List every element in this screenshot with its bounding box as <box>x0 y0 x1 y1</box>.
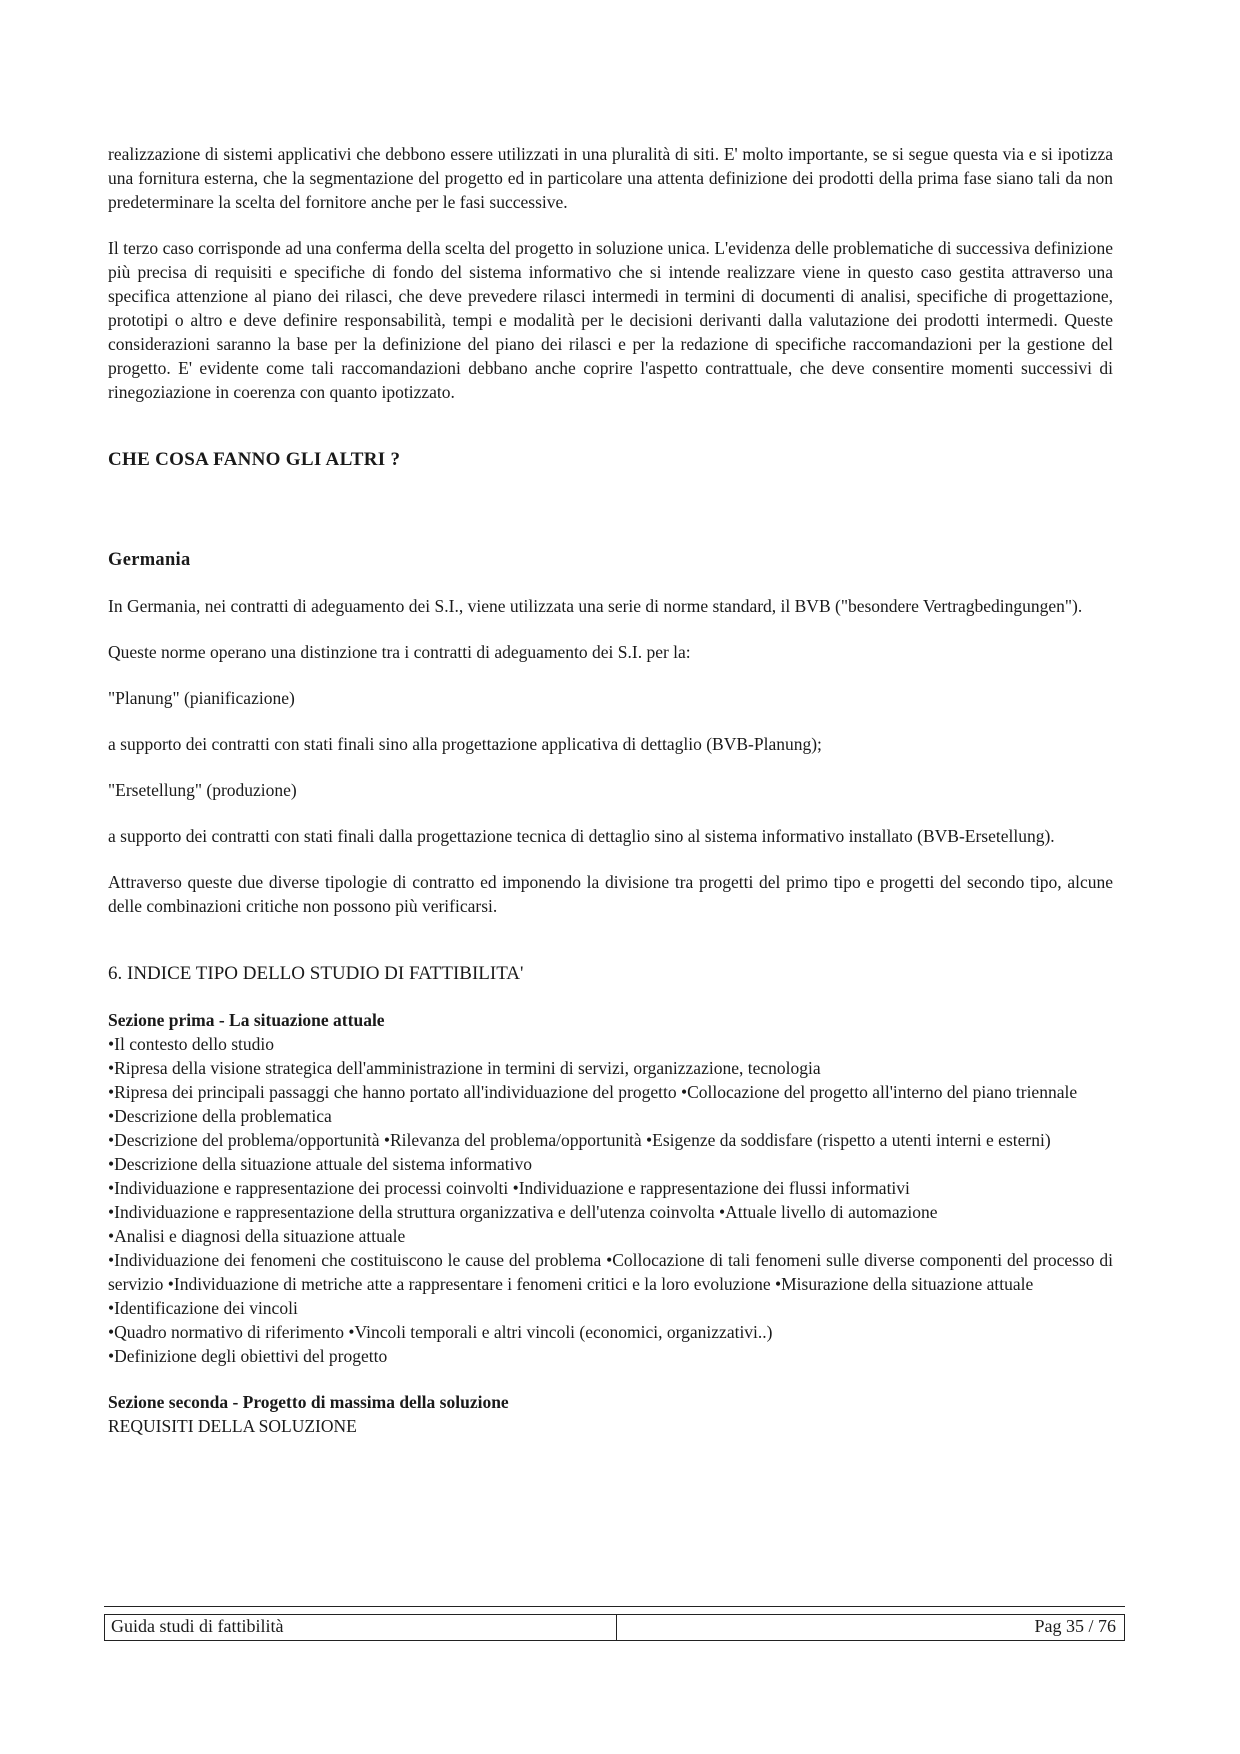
footer-page-number: Pag 35 / 76 <box>1034 1616 1116 1636</box>
section-two-subtitle: REQUISITI DELLA SOLUZIONE <box>108 1416 357 1436</box>
list-item: •Individuazione e rappresentazione della struttura organizzativa e dell'utenza coinvolta •Attuale livello di automazione <box>108 1202 938 1222</box>
germany-paragraph-4: a supporto dei contratti con stati finali sino alla progettazione applicativa di dettaglio (BVB-Planung); <box>108 734 822 754</box>
germany-paragraph-6: a supporto dei contratti con stati finali dalla progettazione tecnica di dettaglio sino al sistema informativo installato (BVB-Ersetellung). <box>108 826 1055 846</box>
list-item: •Individuazione e rappresentazione dei processi coinvolti •Individuazione e rappresentazione dei flussi informativi <box>108 1178 910 1198</box>
section-one-list <box>108 1032 1113 1368</box>
section-heading: CHE COSA FANNO GLI ALTRI ? <box>108 449 401 470</box>
list-item: •Descrizione del problema/opportunità •Rilevanza del problema/opportunità •Esigenze da soddisfare (rispetto a utenti interni e esterni) <box>108 1130 1051 1150</box>
list-item: •Ripresa della visione strategica dell'amministrazione in termini di servizi, organizzazione, tecnologia <box>108 1058 821 1078</box>
list-item: •Ripresa dei principali passaggi che hanno portato all'individuazione del progetto •Collocazione del progetto all'interno del piano triennale <box>108 1082 1078 1102</box>
paragraph-sistemi-applicativi: realizzazione di sistemi applicativi che debbono essere utilizzati in una pluralità di siti. E' molto importante, se si segue questa via e si ipotizza una fornitura esterna, che la segmentazione del progetto ed in particolare una attenta definizione dei prodotti della prima fase siano tali da non predeterminare la scelta del fornitore anche per le fasi successive. <box>108 144 1113 212</box>
chapter-heading: 6. INDICE TIPO DELLO STUDIO DI FATTIBILITA' <box>108 963 524 984</box>
paragraph-terzo-caso: Il terzo caso corrisponde ad una conferma della scelta del progetto in soluzione unica. L'evidenza delle problematiche di successiva definizione più precisa di requisiti e specifiche di fondo del sistema informativo che si intende realizzare viene in questo caso gestita attraverso una specifica attenzione al piano dei rilasci, che deve prevedere rilasci intermedi in termini di documenti di analisi, specifiche di progettazione, prototipi o altro e deve definire responsabilità, tempi e modalità per le decisioni derivanti dalla valutazione dei prodotti intermedi. Queste considerazioni saranno la base per la definizione del piano dei rilasci e per la redazione di specifiche raccomandazioni per la gestione del progetto. E' evidente come tali raccomandazioni debbano anche coprire l'aspetto contrattuale, che deve consentire momenti successivi di rinegoziazione in coerenza con quanto ipotizzato. <box>108 238 1113 402</box>
footer-document-title: Guida studi di fattibilità <box>105 1615 617 1640</box>
footer-divider <box>104 1606 1125 1607</box>
list-item: •Descrizione della situazione attuale del sistema informativo <box>108 1154 533 1174</box>
germany-paragraph-7: Attraverso queste due diverse tipologie di contratto ed imponendo la divisione tra progetti del primo tipo e progetti del secondo tipo, alcune delle combinazioni critiche non possono più verificarsi. <box>108 872 1113 916</box>
list-item: •Individuazione dei fenomeni che costituiscono le cause del problema •Collocazione di tali fenomeni sulle diverse componenti del processo di servizio •Individuazione di metriche atte a rappresentare i fenomeni critici e la loro evoluzione •Misurazione della situazione attuale <box>108 1250 1113 1294</box>
section-one-title: Sezione prima - La situazione attuale <box>108 1010 385 1030</box>
list-item: •Descrizione della problematica <box>108 1106 332 1126</box>
list-item: •Analisi e diagnosi della situazione attuale <box>108 1226 406 1246</box>
country-heading: Germania <box>108 550 191 570</box>
list-item: •Il contesto dello studio <box>108 1034 275 1054</box>
list-item: •Identificazione dei vincoli <box>108 1298 298 1318</box>
germany-paragraph-5: "Ersetellung" (produzione) <box>108 780 297 800</box>
page-footer <box>104 1614 1125 1641</box>
germany-paragraph-2: Queste norme operano una distinzione tra i contratti di adeguamento dei S.I. per la: <box>108 642 691 662</box>
list-item: •Definizione degli obiettivi del progetto <box>108 1346 388 1366</box>
germany-paragraph-3: "Planung" (pianificazione) <box>108 688 295 708</box>
list-item: •Quadro normativo di riferimento •Vincoli temporali e altri vincoli (economici, organizzativi..) <box>108 1322 773 1342</box>
section-two-title: Sezione seconda - Progetto di massima della soluzione <box>108 1392 509 1412</box>
page-content <box>108 142 1113 1438</box>
germany-paragraph-1: In Germania, nei contratti di adeguamento dei S.I., viene utilizzata una serie di norme standard, il BVB ("besondere Vertragbedingungen"). <box>108 596 1083 616</box>
